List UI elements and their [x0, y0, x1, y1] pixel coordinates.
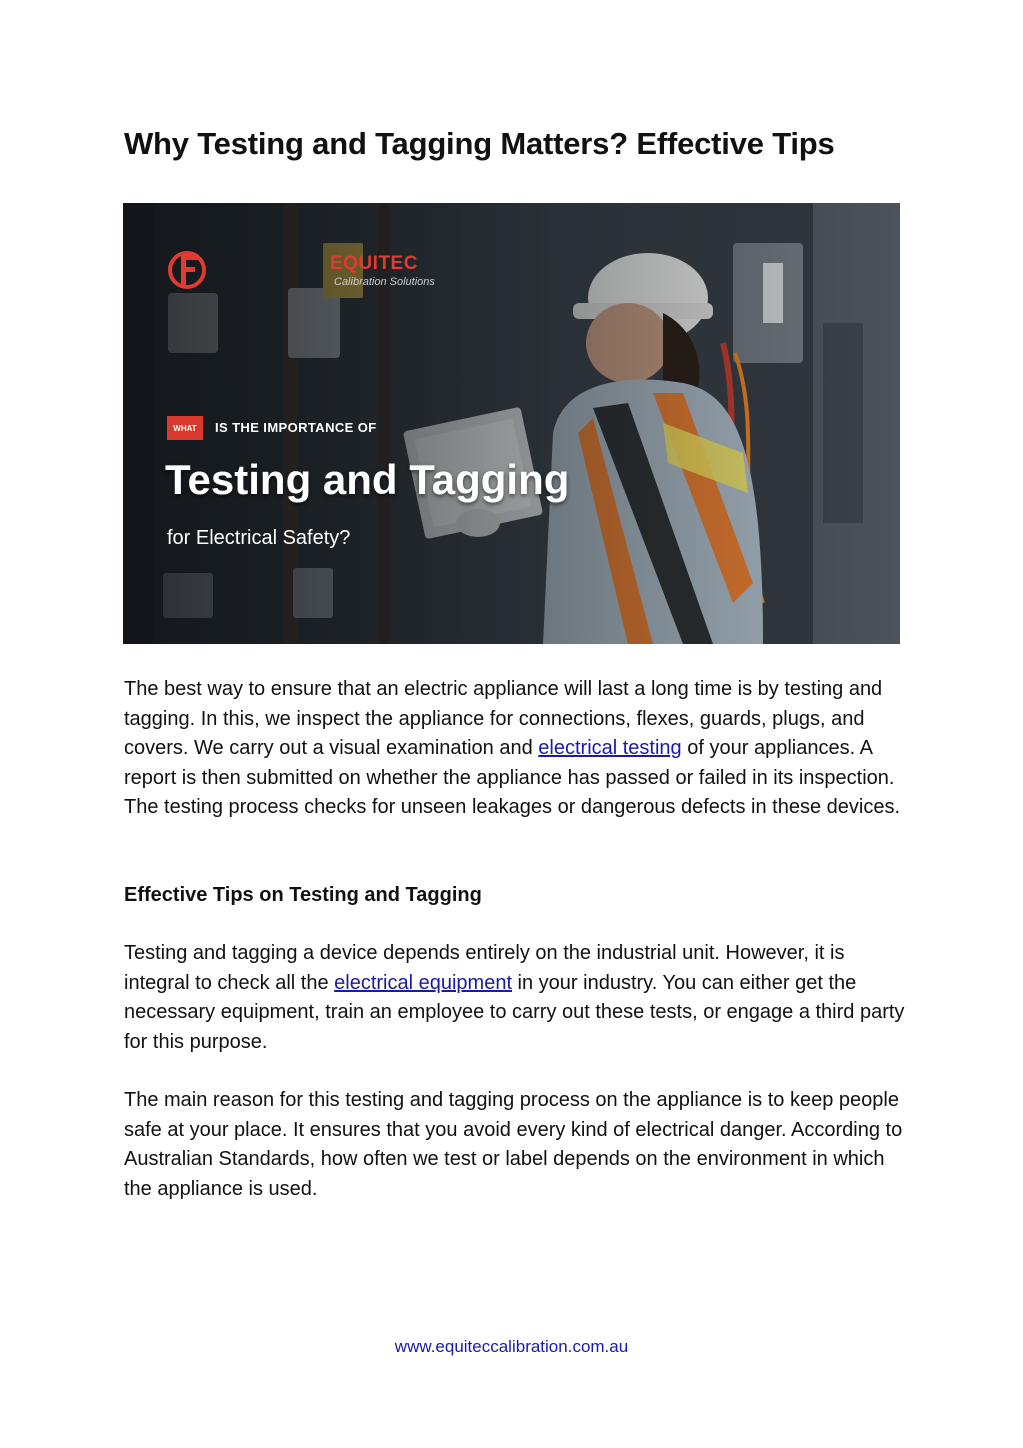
electrical-equipment-link[interactable]: electrical equipment: [334, 971, 512, 994]
tips-text-part1: Testing and tagging a device depends entirely on the industrial unit. However, it is integral to check all the: [124, 942, 845, 994]
logo-subtitle: Calibration Solutions: [334, 276, 435, 288]
page-title: Why Testing and Tagging Matters? Effective Tips: [124, 126, 835, 161]
hero-headline: Testing and Tagging: [165, 456, 570, 503]
hero-subheadline: for Electrical Safety?: [167, 527, 351, 549]
section-heading: Effective Tips on Testing and Tagging: [124, 884, 482, 906]
tips-paragraph: [124, 939, 914, 1057]
footer-website-link[interactable]: www.equiteccalibration.com.au: [394, 1337, 629, 1356]
intro-text-part1: The best way to ensure that an electric appliance will last a long time is by testing and tagging. In this, we inspect the appliance for connections, flexes, guards, plugs, and covers. We carry out a visual examination and: [124, 678, 883, 759]
electrical-testing-link[interactable]: electrical testing: [538, 737, 682, 759]
intro-paragraph: [124, 675, 914, 823]
hero-image: [123, 203, 900, 644]
intro-text-part2: of your appliances. A report is then submitted on whether the appliance has passed or failed in its inspection. The testing process checks for unseen leakages or dangerous defects in these devices.: [124, 737, 901, 818]
logo-text: EQUITEC: [330, 253, 418, 274]
what-badge: WHAT: [167, 416, 203, 440]
hero-kicker: IS THE IMPORTANCE OF: [215, 420, 377, 435]
tips-text-part2: in your industry. You can either get the necessary equipment, train an employee to carry out these tests, or engage a third party for this purpose.: [124, 971, 905, 1053]
reason-paragraph: The main reason for this testing and tagging process on the appliance is to keep people safe at your place. It ensures that you avoid every kind of electrical danger. According to Australian Standards, how often we test or label depends on the environment in which the appliance is used.: [124, 1089, 903, 1200]
